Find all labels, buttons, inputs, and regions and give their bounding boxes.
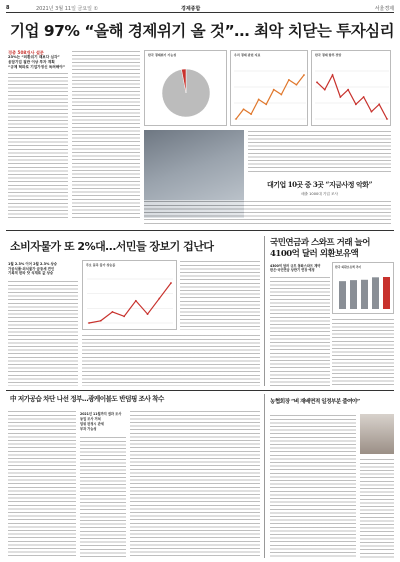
- reserve-bar-chart: [336, 273, 392, 313]
- reserve-bar: [372, 277, 379, 309]
- pension-headline: 국민연금과 스와프 거래 늘어 4100억 달러 외환보유액: [270, 238, 370, 259]
- issue-date: 2021년 3월 11일 금요일 ①: [36, 6, 99, 12]
- indicator-point: [296, 84, 298, 86]
- line-chart-1: [234, 63, 306, 123]
- outlook-point: [355, 103, 357, 105]
- second-headline: 대기업 10곳 중 3곳 “지금사정 악화”: [267, 180, 372, 189]
- outlook-point: [386, 118, 388, 120]
- cpi-point: [112, 311, 114, 313]
- indicator-point: [303, 74, 305, 76]
- cpi-line: [89, 283, 171, 323]
- chart-box-2: [230, 50, 308, 126]
- cpi-point: [158, 298, 160, 300]
- top-subhead-line: 23%는 “외환위기 때보다 심각”: [8, 55, 60, 60]
- consumer-subhead-line: 기록적 한파 탓 식재료 값 상승: [8, 271, 54, 276]
- article-text-block: [8, 72, 68, 220]
- reserve-bar: [361, 280, 368, 309]
- column-divider: [264, 394, 265, 558]
- article-text-block: [360, 458, 394, 558]
- bottom-subhead-line: 동일 조사 거쳐: [80, 417, 101, 421]
- cpi-point: [135, 300, 137, 302]
- outlook-point: [324, 89, 326, 91]
- top-subhead-line: 응답기업 절반 이상 투자 계획: [8, 60, 55, 64]
- paper-name: 서울경제: [374, 6, 394, 12]
- top-headline: 기업 97% “올해 경제위기 올 것”… 최악 치닫는 투자심리: [10, 22, 395, 40]
- outlook-point: [371, 111, 373, 113]
- outlook-point: [378, 103, 380, 105]
- reserve-bar: [383, 277, 390, 309]
- consumer-subhead: [8, 262, 78, 276]
- article-text-block: [270, 414, 356, 558]
- bottom-left-headline: 中 저가공습 차단 나선 정부…광케이블도 반덤핑 조사 착수: [10, 395, 164, 403]
- bottom-right-headline: 농협회장 “벼 재배면적 일정부분 줄여야”: [270, 399, 360, 405]
- pension-subhead-line: 4300억 달러 규모 통화스와프 계약: [270, 264, 321, 268]
- section-name: 경제종합: [181, 6, 201, 12]
- consumer-headline: 소비자물가 또 2%대…서민들 장보기 겁난다: [10, 240, 214, 253]
- article-text-block: [270, 276, 330, 386]
- indicator-point: [265, 103, 267, 105]
- top-subhead-line: “규제 혁파로 기업가정신 독려해야”: [8, 64, 66, 69]
- outlook-point: [316, 81, 318, 83]
- outlook-point: [347, 89, 349, 91]
- article-text-block: [248, 130, 391, 174]
- article-text-block: [332, 318, 394, 386]
- section-divider: [6, 230, 394, 231]
- pension-subhead-line: 한은·국민연금 상반기 연장 예정: [270, 268, 315, 273]
- section-divider: [6, 390, 394, 391]
- article-text-block: [72, 50, 140, 220]
- chart-title: 한국 외환보유액 추이: [335, 265, 362, 269]
- outlook-point: [363, 96, 365, 98]
- indicator-point: [258, 99, 260, 101]
- article-text-block: [8, 410, 76, 558]
- line-chart-2: [315, 63, 389, 123]
- reserve-bar: [350, 280, 357, 309]
- bottom-subhead-line: 부과 가능성: [80, 427, 97, 431]
- cpi-point: [170, 282, 172, 284]
- indicator-point: [288, 79, 290, 81]
- chart-box-1: [144, 50, 227, 126]
- outlook-point: [332, 74, 334, 76]
- cpi-point: [123, 315, 125, 317]
- consumer-price-chart: [87, 271, 173, 327]
- article-text-block: [180, 260, 260, 330]
- chart-title: 우리 경제 관련 지표: [234, 53, 261, 57]
- consumer-subhead-line: 가공식품·외식물가 급등세 견인: [8, 266, 55, 271]
- indicator-point: [280, 94, 282, 96]
- top-subhead-line: 경총 508개사 설문: [8, 50, 44, 55]
- article-text-block: [82, 334, 260, 386]
- top-subhead: [8, 50, 68, 69]
- second-subhead: 매출 1000대 기업 조사: [301, 192, 338, 196]
- chart-title: 주요 품목 물가 상승률: [86, 263, 116, 267]
- pension-subhead: [270, 264, 330, 273]
- page-number: 8: [6, 5, 10, 11]
- reserve-bar: [339, 281, 346, 309]
- indicator-point: [250, 113, 252, 115]
- bottom-subhead-line: 덤핑 판정시 관세: [80, 422, 104, 426]
- article-text-block: [144, 200, 391, 226]
- outlook-line: [317, 75, 387, 119]
- pie-chart: [151, 63, 221, 123]
- indicator-point: [243, 108, 245, 110]
- reserve-chart-box: [332, 262, 394, 314]
- page-header: [6, 3, 394, 13]
- column-divider: [264, 236, 265, 386]
- indicator-line: [236, 75, 304, 119]
- portrait-photo: [360, 414, 394, 454]
- cpi-point: [147, 313, 149, 315]
- consumer-subhead-line: 1월 2.3% 이어 2월 2.3% 상승: [8, 262, 58, 266]
- article-text-block: [130, 410, 260, 558]
- bottom-left-subhead: [80, 412, 126, 432]
- bottom-subhead-line: 2021년 11월까지 결과 조사: [80, 412, 122, 416]
- article-text-block: [80, 436, 126, 558]
- article-text-block: [8, 280, 78, 386]
- consumer-chart-box: [82, 260, 177, 330]
- cpi-point: [88, 322, 90, 324]
- chart-title: 한국 경제위기 가능성: [148, 53, 177, 57]
- chart-title: 한국 경제 향후 전망: [315, 53, 342, 57]
- cpi-point: [100, 320, 102, 322]
- indicator-point: [273, 89, 275, 91]
- outlook-point: [339, 96, 341, 98]
- chart-box-3: [311, 50, 391, 126]
- indicator-point: [235, 118, 237, 120]
